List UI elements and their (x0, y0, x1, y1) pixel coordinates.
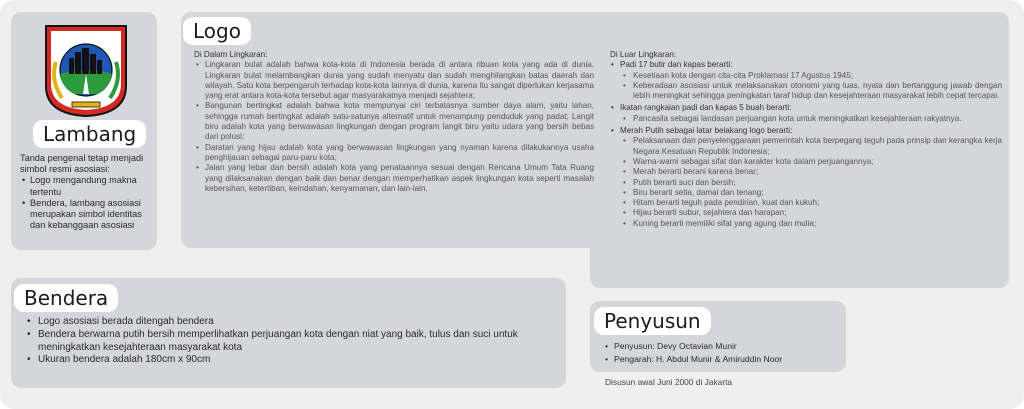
logo-outer-section (610, 50, 1002, 229)
list-item: • Pancasila sebagai landasan perjuangan kota untuk meningkatkan kesejahteraan rakyatnya. (620, 114, 1002, 124)
lambang-list (20, 175, 152, 231)
luar-group (610, 103, 1002, 124)
list-item: • Merah berarti berani karena benar; (620, 167, 1002, 177)
luar-group (610, 126, 1002, 229)
list-item: • Keberadaan asosiasi untuk melaksanakan otonomi yang luas, nyata dan bertanggung jawab dengan lebih meningkat sehingga peningkatan taraf hidup dan kesejahteraan masyarakat lebih cepat tercapai. (620, 81, 1002, 102)
luar-group-label: Ikatan rangkaian padi dan kapas 5 buah berarti: (620, 103, 792, 113)
luar-group (610, 60, 1002, 101)
association-emblem-icon (42, 22, 130, 118)
list-item: • Logo mengandung makna tertentu (20, 175, 152, 197)
list-item: • Biru berarti setia, damai dan tenang; (620, 188, 1002, 198)
luar-group-label: Merah Putih sebagai latar belakang logo berarti: (620, 126, 793, 136)
footnote: Disusun awal Juni 2000 di Jakarta (605, 377, 733, 387)
list-item: • Lingkaran bulat adalah bahwa kota-kota di Indonesia berada di antara ribuan kota yang ada di dunia. Lingkaran bulat melambangkan dunia yang sudah menyatu dan sudah menghilangkan batas daerah dan wilayah. Satu kota berpengaruh terhadap kota-kota lainnya di dunia, karena itu sangat diperlukan kerjasama yang erat antara kota-kota tersebut agar masyarakatnya menjadi sejahtera; (194, 60, 594, 101)
dalam-heading: Di Dalam Lingkaran: (194, 50, 268, 59)
dalam-list (194, 60, 594, 194)
penyusun-list (604, 340, 839, 365)
list-item: • Logo asosiasi berada ditengah bendera (26, 316, 556, 329)
luar-group-label: Padi 17 butir dan kapas berarti: (620, 60, 733, 70)
luar-heading: Di Luar Lingkaran: (610, 50, 677, 59)
bendera-list (26, 316, 556, 367)
logo-inner-section (194, 50, 594, 194)
lambang-description (20, 153, 152, 231)
list-item: • Hijau berarti subur, sejahtera dan harapan; (620, 208, 1002, 218)
list-item: • Bendera berwarna putih bersih memperlihatkan perjuangan kota dengan niat yang baik, tulus dan suci untuk meningkatkan kesejahteraan masyarakat kota (26, 329, 556, 355)
list-item: • Pengarah: H. Abdul Munir & Amiruddin Noor (604, 353, 839, 366)
list-item: • Kuning berarti memiliki sifat yang agung dan mulia; (620, 219, 1002, 229)
list-item: • Ukuran bendera adalah 180cm x 90cm (26, 354, 556, 367)
bendera-title: Bendera (14, 284, 118, 312)
logo-title: Logo (183, 17, 251, 45)
list-item: • Hitam berarti teguh pada pendirian, kuat dan kukuh; (620, 198, 1002, 208)
list-item: • Bangunan bertingkat adalah bahwa kota mempunyai ciri terbatasnya sumber daya alam, yaitu lahan, sehingga rumah bertingkat adalah satu-satunya alternatif untuk menampung penduduk yang padat; Langit biru adalah kota yang berwawasan lingkungan dengan program langit biru yaitu udara yang bersih bebas dari polusi; (194, 101, 594, 142)
lambang-title: Lambang (33, 120, 146, 148)
list-item: • Kesetiaan kota dengan cita-cita Proklamasi 17 Agustus 1945; (620, 71, 1002, 81)
lambang-intro: Tanda pengenal tetap menjadi simbol resmi asosiasi: (20, 153, 144, 175)
luar-list (610, 60, 1002, 229)
list-item: • Warna-warni sebagai sifat dan karakter kota dalam perjuangannya; (620, 157, 1002, 167)
list-item: • Jalan yang lebar dan bersih adalah kota yang penataannya sesuai dengan Rencana Umum Tata Ruang yang dilaksanakan dengan baik dan benar dengan memperhatikan aspek lingkungan kota seperti masalah kebersihan, ketertiban, keindahan, kenyamanan, dan lain-lain. (194, 163, 594, 194)
list-item: • Putih berarti suci dan bersih; (620, 178, 1002, 188)
penyusun-title: Penyusun (594, 307, 711, 335)
list-item: • Bendera, lambang asosiasi merupakan simbol identitas dan kebanggaan asosiasi (20, 198, 152, 232)
list-item: • Penyusun: Devy Octavian Munir (604, 340, 839, 353)
list-item: • Pelaksanaan dan penyelenggaraan pemerintah kota berpegang teguh pada prinsip dan kerangka kerja Negara Kesatuan Republik Indonesia; (620, 136, 1002, 157)
list-item: • Daratan yang hijau adalah kota yang berwawasan lingkungan yang nyaman karena dilakukannya usaha penghijauan sebagai paru-paru kota; (194, 143, 594, 164)
